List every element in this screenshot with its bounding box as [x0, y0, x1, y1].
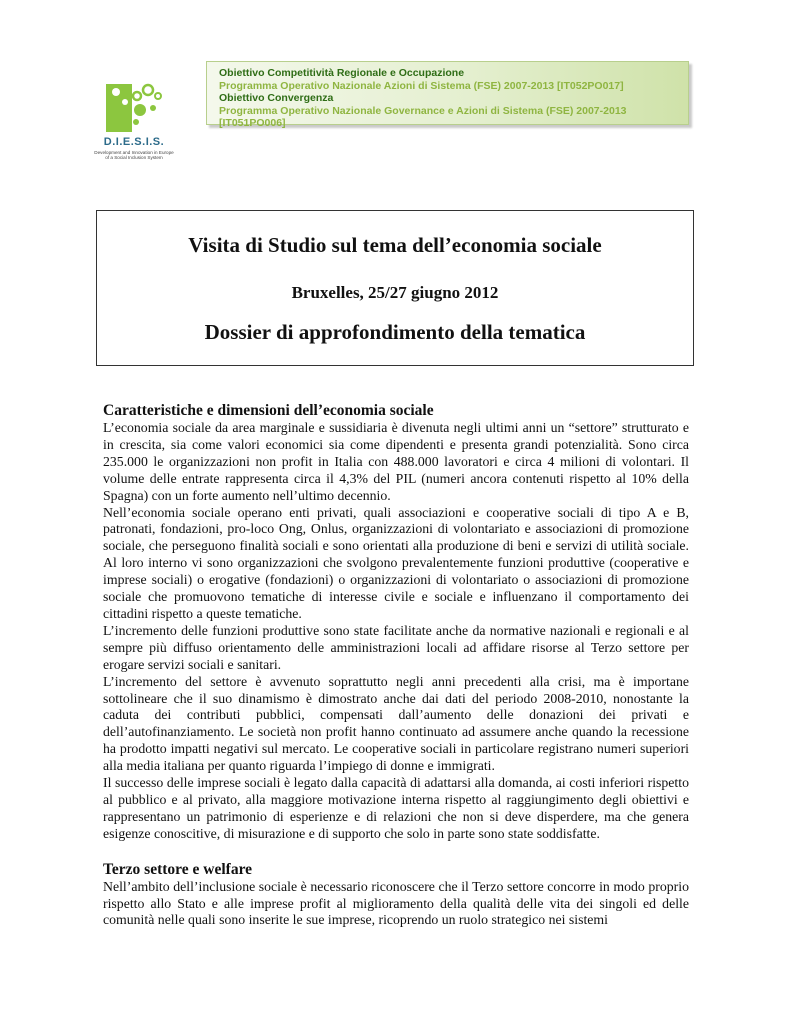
section-heading: Terzo settore e welfare: [103, 860, 253, 878]
document-title: Visita di Studio sul tema dell’economia sociale: [188, 233, 602, 257]
body-paragraph: Nell’ambito dell’inclusione sociale è necessario riconoscere che il Terzo settore concorre in modo proprio rispetto allo Stato e alle imprese profit al miglioramento della qualità delle vita dei singoli ed delle comunità nelle quali sono inserite le sue imprese, ricoprendo un ruolo strategico nei sistemi: [103, 878, 689, 928]
diesis-logo: [92, 82, 176, 168]
logo-subtitle-line: of a Social Inclusion System: [105, 155, 163, 161]
section-heading: Caratteristiche e dimensioni dell’economia sociale: [103, 402, 434, 419]
title-box: [96, 210, 694, 366]
banner-line: Programma Operativo Nazionale Governance e Azioni di Sistema (FSE) 2007-2013 [IT051PO006]: [219, 104, 627, 129]
banner-line: Obiettivo Competitività Regionale e Occupazione: [219, 67, 465, 79]
banner-line: Obiettivo Convergenza: [219, 92, 334, 104]
body-paragraph: L’incremento delle funzioni produttive sono state facilitate anche da normative nazionali e regionali e al sempre più diffuso orientamento delle amministrazioni locali ad affidare risorse al Terzo settore per erogare servizi sociali e sanitari.: [103, 622, 689, 672]
body-paragraph: Nell’economia sociale operano enti privati, quali associazioni e cooperative sociali di tipo A e B, patronati, fondazioni, pro-loco Ong, Onlus, organizzazioni di volontariato e associazioni di promozione sociale, che perseguono finalità sociali e sono orientati alla produzione di beni e servizi di utilità sociale. Al loro interno vi sono organizzazioni che svolgono prevalentemente funzioni produttive (cooperative e imprese sociali) o erogative (fondazioni) o organizzazioni di volontariato o associazioni di promozione sociale che promuovono tematiche di interesse civile e sociale e influenzano il comportamento dei cittadini rispetto a queste tematiche.: [103, 504, 689, 621]
body-paragraph: L’economia sociale da area marginale e sussidiaria è divenuta negli ultimi anni un “settore” strutturato e in crescita, sia come valori economici sia come dipendenti e presenta grandi potenzialità. Sono circa 235.000 le organizzazioni non profit in Italia con 488.000 lavoratori e circa 4 milioni di volontari. Il volume delle entrate rappresenta circa il 4,3% del PIL (numeri ancora contenuti rispetto al 10% della Spagna) con un forte aumento nell’ultimo decennio.: [103, 420, 689, 503]
logo-subtitle: [92, 150, 176, 161]
diesis-logo-icon: [106, 82, 162, 134]
logo-name: D.I.E.S.I.S.: [103, 136, 165, 148]
document-subtitle: Bruxelles, 25/27 giugno 2012: [291, 283, 499, 302]
banner-line: Programma Operativo Nazionale Azioni di Sistema (FSE) 2007-2013 [IT052PO017]: [219, 79, 624, 92]
dossier-title: Dossier di approfondimento della tematica: [204, 320, 586, 344]
body-paragraph: Il successo delle imprese sociali è legato dalla capacità di adattarsi alla domanda, ai costi inferiori rispetto al pubblico e al privato, alla maggiore motivazione interna rispetto al raggiungimento degli obiettivi e rappresentano un patrimonio di esperienze e di relazioni che non si deve disperdere, ma che genera esigenze conoscitive, di misurazione e di supporto che solo in parte sono state soddisfatte.: [103, 775, 689, 841]
document-body: [103, 401, 689, 929]
logo-subtitle-line: Development and Innovation in Europe: [94, 150, 174, 155]
program-banner: [206, 61, 689, 129]
body-paragraph: L’incremento del settore è avvenuto soprattutto negli anni precedenti alla crisi, ma è importane sottolineare che il suo dinamismo è dimostrato anche dai dati del periodo 2008-2010, nonostante la caduta dei contributi pubblici, compensati dall’aumento delle donazioni dei privati e dell’autofinanziamento. Le società non profit hanno continuato ad assumere anche quando la recessione ha prodotto impatti negativi sul mercato. Le cooperative sociali in particolare registrano numeri superiori alla media italiana per quanto riguarda l’impiego di donne e immigrati.: [103, 673, 689, 774]
